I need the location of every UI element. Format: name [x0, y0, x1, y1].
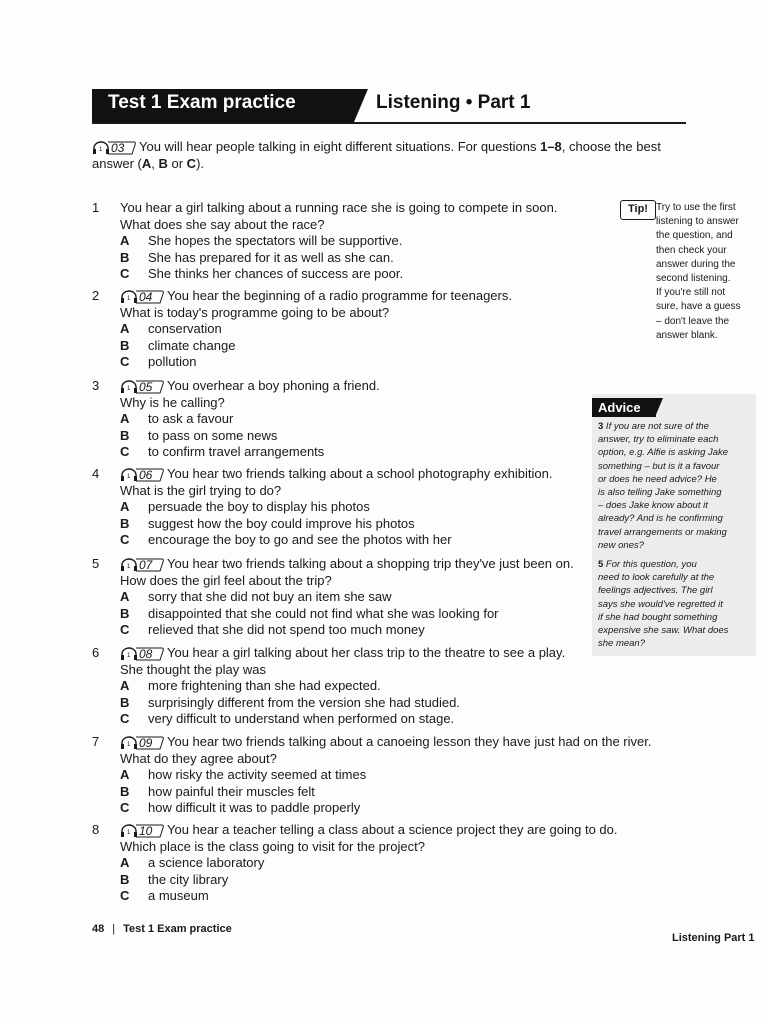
audio-track-badge [120, 468, 164, 482]
advice-label: Advice [592, 398, 656, 417]
option-text: relieved that she did not spend too much money [148, 622, 425, 637]
question-number: 3 [92, 378, 100, 393]
answer-option [120, 784, 690, 801]
audio-track-badge [120, 647, 164, 661]
answer-option [120, 233, 690, 250]
option-letter: A [120, 321, 130, 336]
question-body [120, 734, 690, 817]
advice-line [598, 539, 752, 552]
advice-line [598, 420, 752, 433]
question-prompt: What is the girl trying to do? [120, 482, 282, 498]
question-prompt: She thought the play was [120, 661, 266, 677]
track-number: 09 [139, 735, 153, 750]
tip-line: Try to use the first [656, 202, 736, 213]
question-number: 4 [92, 466, 100, 481]
answer-option [120, 266, 690, 283]
question-stem-text: You hear two friends talking about a shopping trip they've just been on. [167, 556, 574, 571]
tip-line: answer blank. [656, 329, 718, 341]
track-number: 03 [111, 140, 125, 155]
advice-line [598, 598, 752, 611]
footer-separator: | [112, 923, 116, 935]
advice-line [598, 460, 752, 473]
question-stem [120, 822, 690, 839]
page-subtitle: Listening • Part 1 [376, 92, 531, 113]
option-text: sorry that she did not buy an item she saw [148, 589, 392, 604]
advice-text [598, 420, 752, 650]
tip-line: second listening. [656, 273, 731, 285]
instructions-end: ). [196, 156, 205, 171]
audio-track-badge [120, 824, 164, 838]
advice-paragraph-3 [598, 420, 752, 552]
advice-line [598, 499, 752, 512]
option-text: suggest how the boy could improve his photos [148, 515, 415, 531]
answer-option [120, 354, 690, 371]
answer-option [120, 250, 690, 267]
svg-text:1: 1 [127, 741, 131, 748]
question-stem-text: You hear two friends talking about a school photography exhibition. [167, 466, 553, 481]
advice-line [598, 512, 752, 525]
question-number: 2 [92, 288, 100, 303]
question-stem-text: You overhear a boy phoning a friend. [167, 378, 380, 393]
answer-option [120, 338, 690, 355]
option-text: persuade the boy to display his photos [148, 499, 370, 514]
question-stem-text: You hear a girl talking about her class trip to the theatre to see a play. [167, 645, 566, 660]
instructions-sep: , [151, 156, 159, 171]
advice-line-text: or does he need advice? He [598, 473, 717, 485]
tip-text [656, 201, 758, 343]
advice-line [598, 571, 752, 584]
advice-line-text: option, e.g. Alfie is asking Jake [598, 447, 729, 459]
question-stem [120, 200, 690, 217]
option-b-label: B [158, 156, 168, 171]
option-letter: A [120, 499, 130, 514]
option-letter: A [120, 411, 130, 426]
option-text: pollution [148, 354, 197, 369]
option-letter: B [120, 871, 130, 887]
advice-line-text: For this question, you [603, 559, 697, 571]
question-body [120, 822, 690, 905]
advice-line [598, 558, 752, 571]
svg-text:1: 1 [127, 295, 131, 302]
answer-option [120, 321, 690, 338]
option-letter: C [120, 711, 130, 726]
option-text: encourage the boy to go and see the photos with her [148, 532, 452, 547]
advice-line-text: already? And is he confirming [598, 513, 723, 525]
question-prompt: What is today's programme going to be about? [120, 304, 390, 320]
advice-line-text: answer, try to eliminate each [598, 434, 719, 446]
advice-line [598, 473, 752, 486]
audio-track-badge [120, 736, 164, 750]
advice-line [598, 611, 752, 624]
track-number: 06 [139, 467, 153, 482]
advice-line-text: need to look carefully at the [598, 572, 715, 584]
option-letter: C [120, 444, 130, 459]
advice-line-text: If you are not sure of the [603, 421, 709, 432]
page-title: Test 1 Exam practice [108, 92, 296, 113]
question-body [120, 288, 690, 371]
tip-label: Tip! [620, 200, 656, 220]
tip-line: answer during the [656, 258, 736, 270]
svg-text:1: 1 [127, 652, 131, 659]
option-text: the city library [148, 871, 229, 887]
question-stem-text: You hear a girl talking about a running race she is going to compete in soon. [120, 200, 558, 215]
option-text: very difficult to understand when performed on stage. [148, 711, 455, 726]
question-number: 6 [92, 645, 100, 660]
advice-line-text: new ones? [598, 539, 644, 551]
option-letter: B [120, 605, 130, 621]
option-letter: C [120, 800, 130, 815]
advice-line-text: expensive she saw. What does [598, 625, 729, 637]
question-stem-text: You hear two friends talking about a canoeing lesson they have just had on the river. [167, 734, 652, 749]
advice-line-text: – does Jake know about it [598, 500, 708, 512]
footer-left-title: Test 1 Exam practice [123, 923, 232, 935]
option-text: how risky the activity seemed at times [148, 767, 367, 782]
advice-line-text: something – but is it a favour [598, 460, 720, 472]
question-body [120, 200, 690, 283]
option-text: She has prepared for it as well as she can. [148, 249, 394, 265]
option-text: disappointed that she could not find what she was looking for [148, 605, 499, 621]
advice-line [598, 526, 752, 539]
instructions-text-1: You will hear people talking in eight different situations. For questions [139, 139, 541, 154]
advice-line-text: she mean? [598, 638, 646, 650]
question-prompt: What do they agree about? [120, 750, 277, 766]
svg-text:1: 1 [127, 385, 131, 392]
answer-option [120, 855, 690, 872]
advice-question-number: 3 [598, 421, 604, 432]
footer-left [92, 923, 232, 935]
option-letter: C [120, 622, 130, 637]
answer-option [120, 800, 690, 817]
option-letter: B [120, 783, 130, 799]
option-letter: C [120, 354, 130, 369]
advice-line [598, 637, 752, 650]
answer-option [120, 711, 690, 728]
option-letter: A [120, 855, 130, 870]
option-text: more frightening than she had expected. [148, 678, 381, 693]
answer-option [120, 678, 690, 695]
question-prompt: Why is he calling? [120, 394, 225, 410]
advice-line [598, 446, 752, 459]
question-prompt: How does the girl feel about the trip? [120, 572, 332, 588]
option-text: a museum [148, 888, 209, 903]
advice-line-text: travel arrangements or making [598, 526, 727, 538]
option-text: to pass on some news [148, 427, 278, 443]
advice-line-text: if she had bought something [598, 611, 718, 623]
question-stem [120, 734, 690, 751]
advice-label-tail [655, 398, 663, 417]
question-prompt: Which place is the class going to visit for the project? [120, 838, 425, 854]
option-text: She hopes the spectators will be supportive. [148, 233, 403, 248]
track-number: 08 [139, 646, 153, 661]
audio-track-badge [120, 380, 164, 394]
question-number: 5 [92, 556, 100, 571]
option-letter: B [120, 249, 130, 265]
option-c-label: C [186, 156, 197, 171]
option-text: to ask a favour [148, 411, 234, 426]
tip-line: listening to answer [656, 216, 739, 228]
svg-text:1: 1 [127, 473, 131, 480]
option-text: conservation [148, 321, 222, 336]
option-text: to confirm travel arrangements [148, 444, 325, 459]
page-number: 48 [92, 923, 105, 935]
advice-paragraph-5 [598, 558, 752, 650]
option-letter: A [120, 233, 130, 248]
advice-line [598, 584, 752, 597]
instructions-text-2: , choose the best answer ( [92, 139, 661, 171]
audio-track-badge [120, 290, 164, 304]
instructions-sep: or [167, 156, 187, 171]
option-text: how painful their muscles felt [148, 783, 315, 799]
option-letter: B [120, 694, 130, 710]
answer-option [120, 888, 690, 905]
tip-line: – don't leave the [656, 315, 730, 327]
question-number: 7 [92, 734, 100, 749]
answer-option [120, 695, 690, 712]
answer-option [120, 872, 690, 889]
svg-text:1: 1 [127, 563, 131, 570]
advice-question-number: 5 [598, 559, 604, 571]
advice-line [598, 433, 752, 446]
question-number: 1 [92, 200, 100, 215]
question-body [120, 645, 690, 728]
option-letter: A [120, 767, 130, 782]
track-number: 05 [139, 379, 153, 394]
svg-text:1: 1 [99, 146, 103, 153]
option-letter: B [120, 337, 130, 353]
svg-text:1: 1 [127, 829, 131, 836]
question-prompt: What does she say about the race? [120, 216, 325, 232]
tip-line: If you're still not [656, 287, 726, 299]
tip-line: sure, have a guess [656, 301, 741, 313]
advice-line-text: feelings adjectives. The girl [598, 585, 713, 597]
option-letter: C [120, 532, 130, 547]
footer-right-title: Listening Part 1 [672, 932, 755, 944]
option-letter: A [120, 589, 130, 604]
option-letter: C [120, 266, 130, 281]
question-stem-text: You hear the beginning of a radio programme for teenagers. [167, 288, 512, 303]
track-number: 04 [139, 289, 153, 304]
tip-line: the question, and [656, 230, 733, 242]
option-text: climate change [148, 337, 236, 353]
option-text: a science laboratory [148, 855, 265, 870]
question-stem-text: You hear a teacher telling a class about a science project they are going to do. [167, 822, 618, 837]
option-letter: B [120, 427, 130, 443]
option-text: how difficult it was to paddle properly [148, 800, 361, 815]
advice-line [598, 486, 752, 499]
question-stem [120, 378, 690, 395]
question-range: 1–8 [540, 139, 562, 154]
option-letter: C [120, 888, 130, 903]
advice-line [598, 624, 752, 637]
advice-line-text: is also telling Jake something [598, 487, 722, 499]
option-text: surprisingly different from the version she had studied. [148, 694, 460, 710]
question-stem [120, 288, 690, 305]
question-number: 8 [92, 822, 100, 837]
option-letter: B [120, 515, 130, 531]
advice-box [592, 394, 756, 656]
option-text: She thinks her chances of success are poor. [148, 266, 404, 281]
track-number: 10 [139, 823, 153, 838]
audio-track-badge [120, 558, 164, 572]
tip-line: then check your [656, 244, 727, 256]
option-letter: A [120, 678, 130, 693]
track-number: 07 [139, 557, 153, 572]
answer-option [120, 767, 690, 784]
option-a-label: A [141, 156, 152, 171]
advice-line-text: says she would've regretted it [598, 598, 723, 610]
